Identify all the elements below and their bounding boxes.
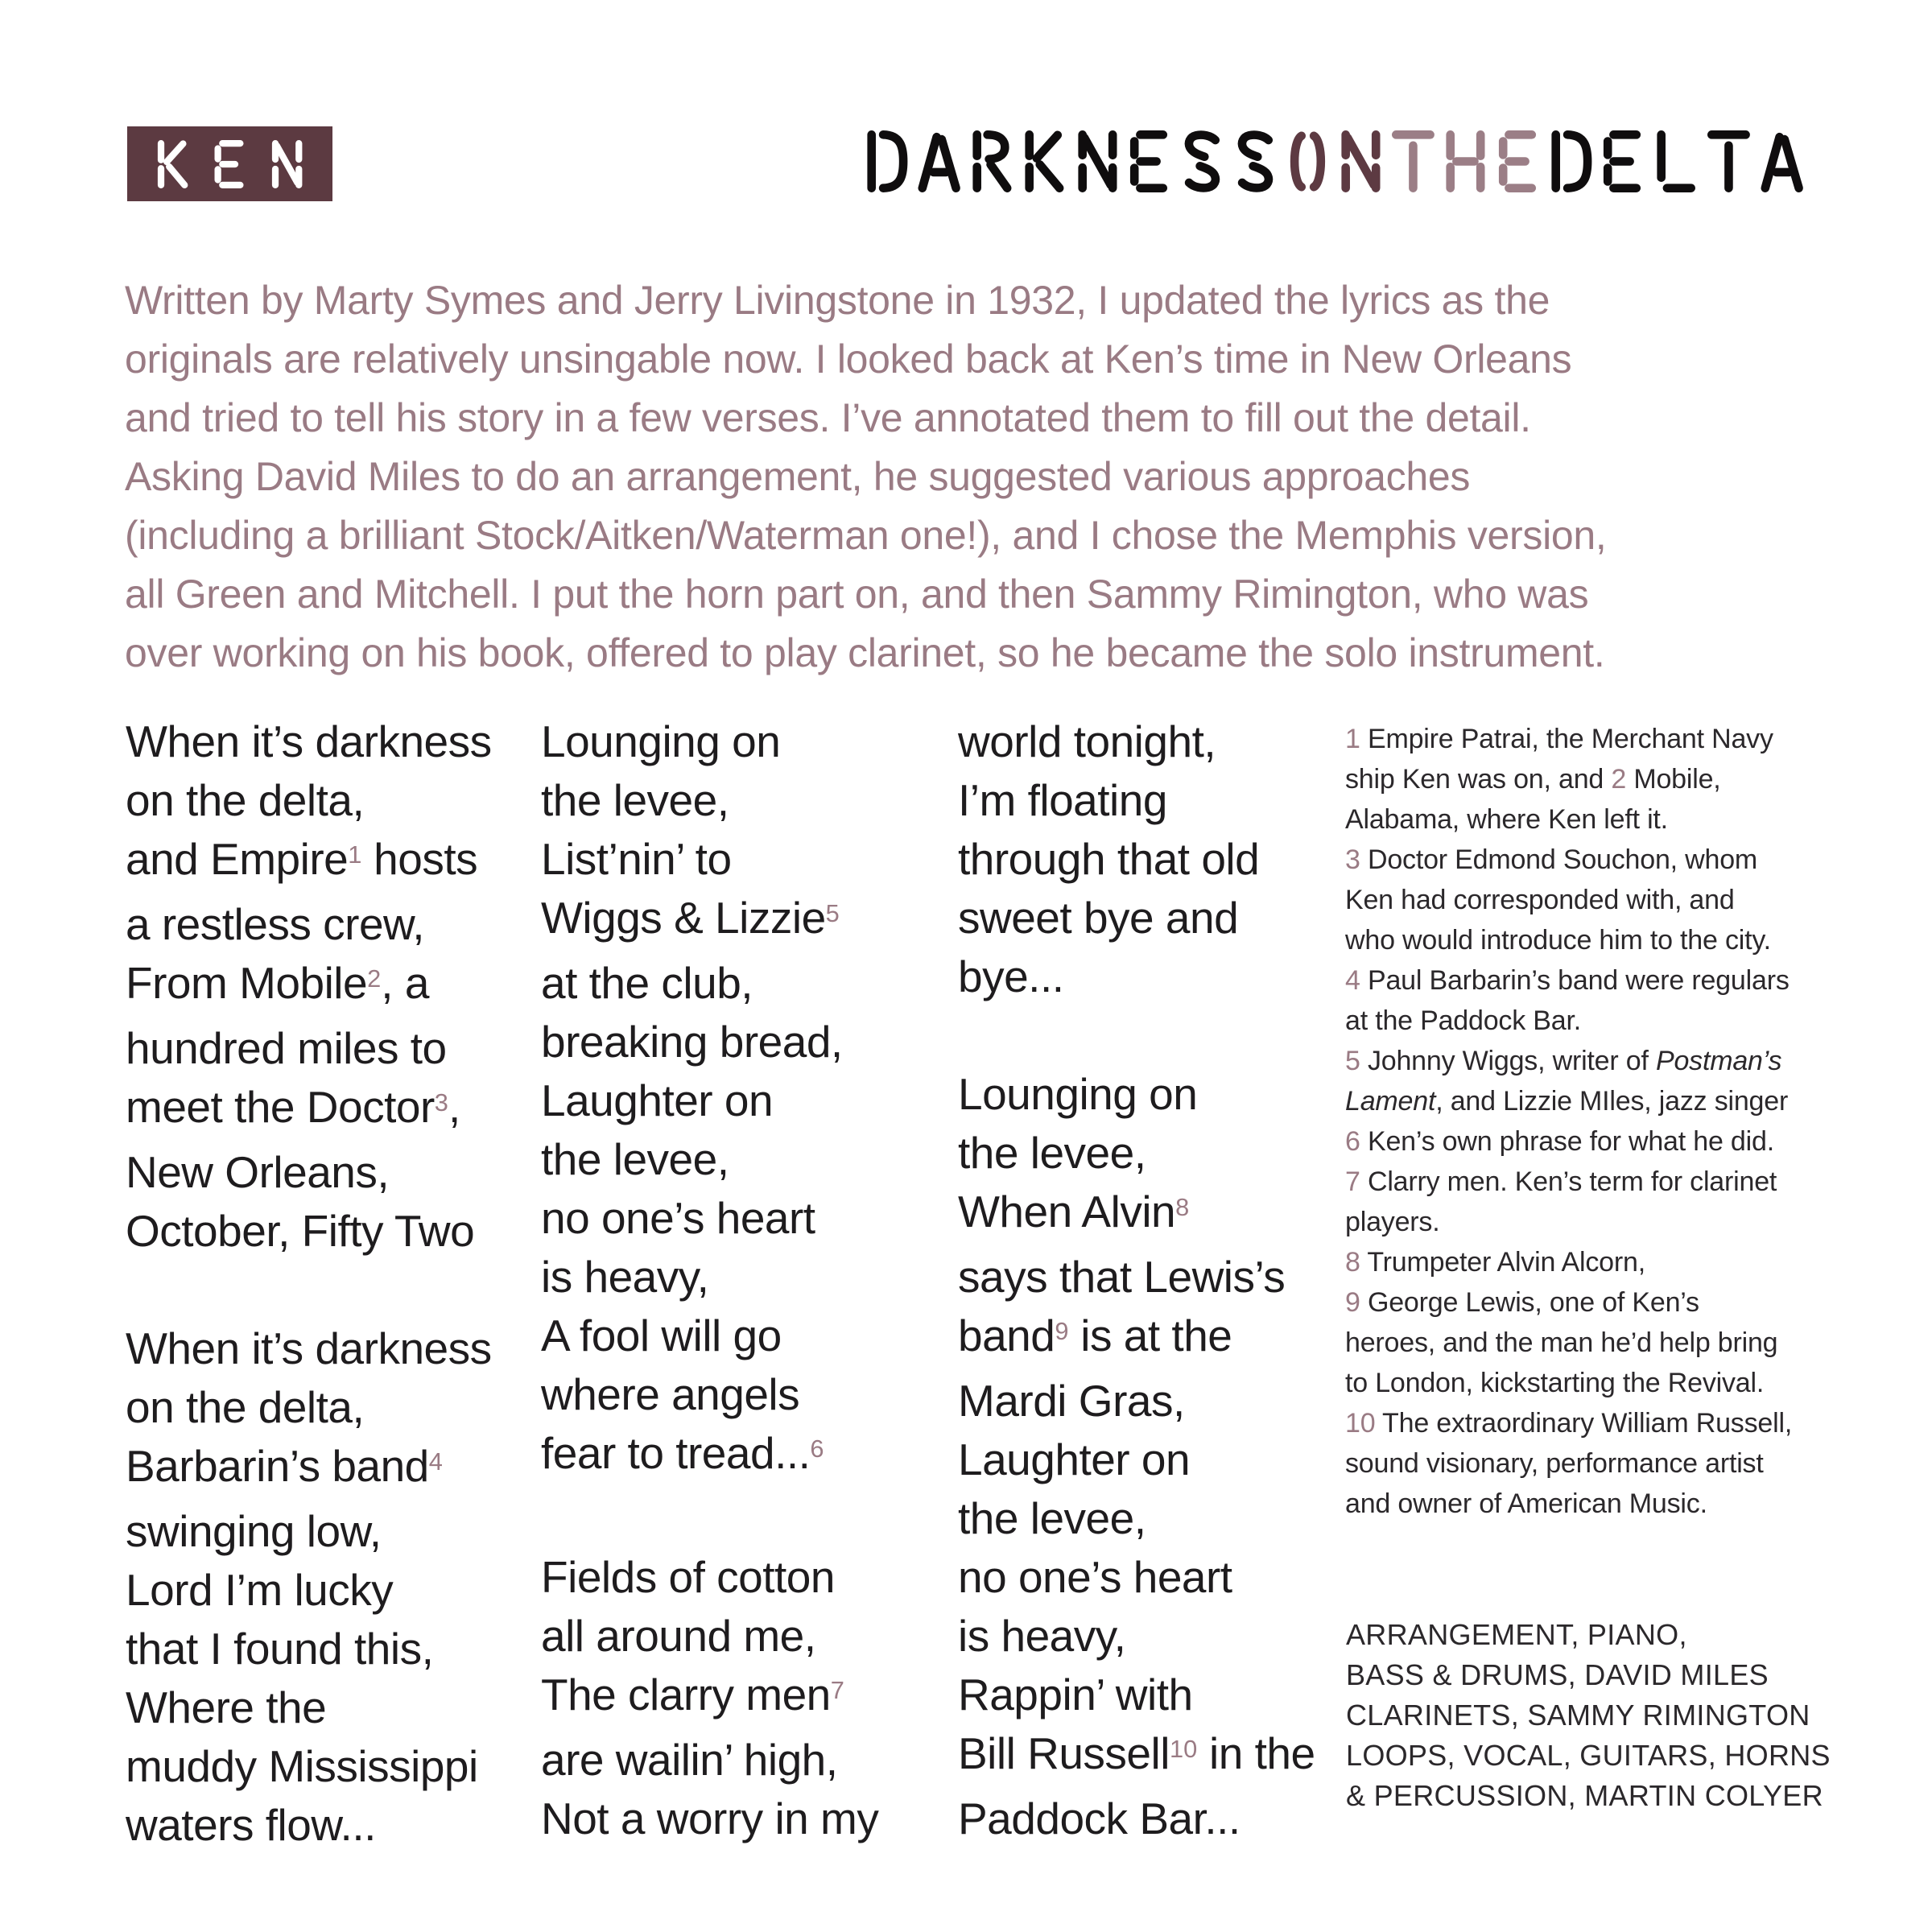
lyric-line: that I found this,: [126, 1624, 434, 1674]
lyric-text: Bill Russell: [958, 1728, 1170, 1778]
lyric-line: the levee,: [541, 1134, 729, 1184]
lyric-line: is heavy,: [958, 1611, 1126, 1661]
lyric-line: Laughter on: [541, 1075, 774, 1125]
lyric-line: where angels: [541, 1369, 800, 1419]
lyric-line: on the delta,: [126, 775, 365, 825]
annotation-text: Clarry men. Ken’s term for clarinet: [1360, 1166, 1777, 1197]
lyrics-column-1: [126, 712, 492, 1855]
annotation-text: George Lewis, one of Ken’s: [1360, 1287, 1699, 1318]
footnote-marker: 9: [1055, 1317, 1069, 1346]
intro-line: over working on his book, offered to play clarinet, so he became the solo instrument.: [125, 630, 1605, 675]
annotation-text: Alabama, where Ken left it.: [1345, 804, 1668, 835]
lyric-line: New Orleans,: [126, 1147, 390, 1197]
logo-letter-e: [213, 140, 246, 188]
lyric-line: Mardi Gras,: [958, 1376, 1185, 1426]
annotation-line: [1345, 840, 1844, 880]
lyric-text: and Empire: [126, 834, 349, 884]
lyric-line: bye...: [958, 952, 1064, 1001]
lyric-line: are wailin’ high,: [541, 1735, 838, 1785]
annotation-text: at the Paddock Bar.: [1345, 1005, 1581, 1036]
annotation-text: Ken’s own phrase for what he did.: [1360, 1126, 1774, 1157]
lyric-line: the levee,: [958, 1128, 1146, 1178]
annotation-number: 5: [1345, 1046, 1360, 1076]
lyric-line: says that Lewis’s: [958, 1252, 1286, 1302]
title-letter-h: [1444, 130, 1487, 192]
annotation-line: [1345, 1121, 1844, 1162]
lyric-line: [126, 1078, 492, 1143]
annotation-text: Doctor Edmond Souchon, whom: [1360, 844, 1758, 875]
annotation-line: [1345, 1443, 1844, 1484]
title-letter-t: [1707, 130, 1750, 192]
annotation-line: [1345, 1242, 1844, 1282]
title-letter-d: [865, 130, 908, 192]
intro-paragraph: [125, 271, 1839, 683]
title-letter-e: [1129, 130, 1171, 192]
lyric-line: [541, 889, 878, 954]
title-letter-a: [918, 130, 960, 192]
title-letter-e: [1602, 130, 1645, 192]
lyric-line: hundred miles to: [126, 1023, 447, 1073]
annotations-column: [1345, 719, 1844, 1524]
lyric-line: When it’s darkness: [126, 716, 492, 766]
lyric-line: Not a worry in my: [541, 1794, 879, 1843]
annotation-text: and owner of American Music.: [1345, 1488, 1707, 1519]
title-letter-s: [1181, 130, 1224, 192]
annotation-number: 3: [1345, 844, 1360, 875]
lyric-line: no one’s heart: [958, 1552, 1232, 1602]
annotation-text: heroes, and the man he’d help bring: [1345, 1327, 1778, 1358]
intro-line: Written by Marty Symes and Jerry Livingstone in 1932, I updated the lyrics as the: [125, 278, 1550, 323]
annotation-text: who would introduce him to the city.: [1345, 925, 1771, 956]
footnote-marker: 6: [810, 1435, 824, 1463]
annotation-text: Trumpeter Alvin Alcorn,: [1360, 1247, 1645, 1278]
annotation-number: 1: [1345, 724, 1360, 754]
lyric-text: band: [958, 1311, 1055, 1360]
annotation-number: 4: [1345, 965, 1360, 996]
intro-line: (including a brilliant Stock/Aitken/Waterman one!), and I chose the Memphis version,: [125, 513, 1607, 558]
lyric-line: a restless crew,: [126, 899, 425, 949]
title-letter-o: [1286, 130, 1329, 192]
lyric-text: ,: [448, 1082, 460, 1132]
lyric-text: fear to tread...: [541, 1428, 811, 1478]
credits-line: LOOPS, VOCAL, GUITARS, HORNS: [1346, 1739, 1831, 1772]
annotation-line: [1345, 799, 1844, 840]
intro-line: all Green and Mitchell. I put the horn part on, and then Sammy Rimington, who was: [125, 572, 1589, 617]
annotation-text: sound visionary, performance artist: [1345, 1448, 1764, 1479]
lyrics-column-2: [541, 712, 878, 1848]
lyric-line: world tonight,: [958, 716, 1216, 766]
lyric-line: [126, 1437, 492, 1502]
annotation-line: [1345, 1162, 1844, 1202]
title-letter-n: [1076, 130, 1119, 192]
lyric-line: through that old: [958, 834, 1260, 884]
annotation-line: [1345, 1363, 1844, 1403]
annotation-text: players.: [1345, 1207, 1440, 1237]
title-letter-t: [1392, 130, 1435, 192]
lyric-line: Lounging on: [958, 1069, 1198, 1119]
annotation-line: [1345, 759, 1844, 799]
annotation-text: Mobile,: [1626, 764, 1721, 795]
title-letter-l: [1655, 130, 1698, 192]
lyric-text: Barbarin’s band: [126, 1441, 429, 1491]
lyric-line: [958, 1307, 1315, 1372]
lyric-text: hosts: [361, 834, 478, 884]
lyric-line: [541, 1489, 878, 1548]
lyric-line: [958, 1006, 1315, 1065]
title-letter-k: [1023, 130, 1066, 192]
lyric-text: in the: [1197, 1728, 1315, 1778]
title-letter-e: [1497, 130, 1540, 192]
lyric-line: swinging low,: [126, 1506, 382, 1556]
page-title-darkness-on-the-delta: [865, 130, 1803, 192]
footnote-marker: 7: [830, 1676, 844, 1705]
lyric-line: [126, 830, 492, 895]
credits-block: [1346, 1615, 1831, 1816]
annotation-line: [1345, 920, 1844, 960]
lyric-line: no one’s heart: [541, 1193, 815, 1243]
annotation-number: 8: [1345, 1247, 1360, 1278]
lyric-line: [958, 1724, 1315, 1790]
footnote-marker: 5: [825, 899, 840, 928]
annotation-line: [1345, 719, 1844, 759]
annotation-number: 7: [1345, 1166, 1360, 1197]
annotation-text: The extraordinary William Russell,: [1375, 1408, 1793, 1439]
lyric-line: Fields of cotton: [541, 1552, 835, 1602]
annotation-text: Paul Barbarin’s band were regulars: [1360, 965, 1790, 996]
lyric-line: Laughter on: [958, 1435, 1191, 1484]
annotation-text: ship Ken was on, and: [1345, 764, 1612, 795]
annotation-line: [1345, 1484, 1844, 1524]
lyric-line: Lord I’m lucky: [126, 1565, 394, 1615]
lyrics-column-3: [958, 712, 1315, 1848]
lyric-text: Wiggs & Lizzie: [541, 893, 826, 943]
lyric-line: [126, 954, 492, 1019]
title-letter-r: [971, 130, 1013, 192]
annotation-text: Johnny Wiggs, writer of: [1360, 1046, 1656, 1076]
logo-letter-n: [270, 140, 303, 188]
title-letter-d: [1550, 130, 1592, 192]
ken-logo: [127, 126, 332, 201]
annotation-line: [1345, 1282, 1844, 1323]
lyric-line: Rappin’ with: [958, 1670, 1193, 1719]
lyric-line: is heavy,: [541, 1252, 709, 1302]
logo-letter-k: [156, 140, 189, 188]
lyric-text: The clarry men: [541, 1670, 831, 1719]
annotation-number: 9: [1345, 1287, 1360, 1318]
lyric-line: at the club,: [541, 958, 753, 1008]
lyric-text: When Alvin: [958, 1187, 1176, 1236]
intro-line: and tried to tell his story in a few verses. I’ve annotated them to fill out the detail.: [125, 395, 1531, 440]
annotation-line: [1345, 1001, 1844, 1041]
footnote-marker: 8: [1175, 1193, 1190, 1222]
title-letter-s: [1234, 130, 1277, 192]
annotation-italic-text: Lament: [1345, 1086, 1436, 1117]
title-letter-n: [1340, 130, 1382, 192]
intro-line: Asking David Miles to do an arrangement, he suggested various approaches: [125, 454, 1471, 499]
annotation-line: [1345, 1403, 1844, 1443]
lyric-line: I’m floating: [958, 775, 1167, 825]
lyric-line: waters flow...: [126, 1800, 376, 1850]
footnote-marker: 3: [434, 1088, 448, 1117]
annotation-number: 2: [1611, 764, 1627, 795]
title-letter-a: [1761, 130, 1803, 192]
lyric-line: sweet bye and: [958, 893, 1239, 943]
lyric-text: , a: [381, 958, 429, 1008]
lyric-line: muddy Mississippi: [126, 1741, 478, 1791]
lyric-line: When it’s darkness: [126, 1323, 492, 1373]
lyric-line: October, Fifty Two: [126, 1206, 475, 1256]
annotation-text: to London, kickstarting the Revival.: [1345, 1368, 1765, 1398]
credits-line: & PERCUSSION, MARTIN COLYER: [1346, 1779, 1823, 1812]
annotation-line: [1345, 1041, 1844, 1081]
lyric-line: [541, 1666, 878, 1731]
lyric-line: List’nin’ to: [541, 834, 732, 884]
lyric-text: is at the: [1068, 1311, 1232, 1360]
lyric-line: [126, 1261, 492, 1319]
lyric-line: Paddock Bar...: [958, 1794, 1241, 1843]
annotation-line: [1345, 1202, 1844, 1242]
credits-line: ARRANGEMENT, PIANO,: [1346, 1618, 1687, 1651]
footnote-marker: 10: [1169, 1735, 1198, 1764]
lyric-line: Lounging on: [541, 716, 781, 766]
credits-line: BASS & DRUMS, DAVID MILES: [1346, 1658, 1769, 1691]
intro-line: originals are relatively unsingable now. I looked back at Ken’s time in New Orleans: [125, 336, 1572, 382]
annotation-number: 10: [1345, 1408, 1376, 1439]
annotation-italic-text: Postman’s: [1655, 1046, 1782, 1076]
annotation-text: Empire Patrai, the Merchant Navy: [1360, 724, 1773, 754]
lyric-line: the levee,: [958, 1493, 1146, 1543]
lyric-line: the levee,: [541, 775, 729, 825]
annotation-line: [1345, 1323, 1844, 1363]
footnote-marker: 1: [348, 840, 362, 869]
annotation-text: Ken had corresponded with, and: [1345, 885, 1735, 915]
lyric-line: A fool will go: [541, 1311, 782, 1360]
annotation-line: [1345, 1081, 1844, 1121]
lyric-line: on the delta,: [126, 1382, 365, 1432]
lyric-line: [541, 1424, 878, 1489]
lyric-line: all around me,: [541, 1611, 816, 1661]
lyric-line: [958, 1183, 1315, 1248]
lyric-line: Where the: [126, 1682, 327, 1732]
annotation-number: 6: [1345, 1126, 1360, 1157]
lyric-text: From Mobile: [126, 958, 368, 1008]
credits-line: CLARINETS, SAMMY RIMINGTON: [1346, 1699, 1810, 1732]
annotation-line: [1345, 960, 1844, 1001]
footnote-marker: 4: [428, 1447, 443, 1476]
lyric-text: meet the Doctor: [126, 1082, 435, 1132]
annotation-line: [1345, 880, 1844, 920]
lyric-line: breaking bread,: [541, 1017, 843, 1067]
footnote-marker: 2: [367, 964, 382, 993]
annotation-text: , and Lizzie MIles, jazz singer: [1435, 1086, 1789, 1117]
